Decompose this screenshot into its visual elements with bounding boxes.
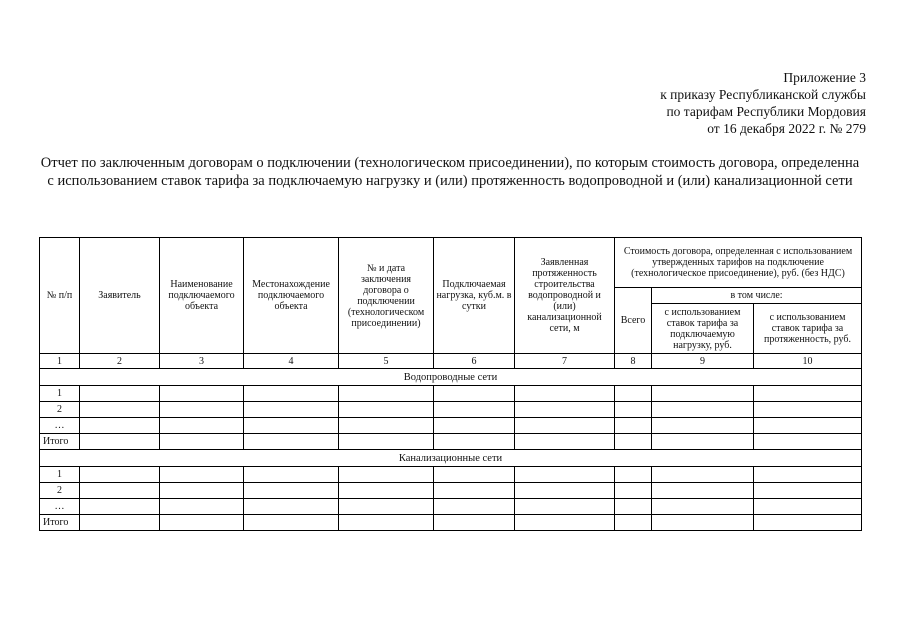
header-cost-group: Стоимость договора, определенная с использованием утвержденных тарифов на подключение (технологическое присоединение), руб. (без НДС) [615,238,862,288]
table-cell [615,386,652,402]
table-cell [80,515,160,531]
appendix-line: к приказу Республиканской службы [660,87,866,102]
table-cell [160,418,244,434]
section-title: Водопроводные сети [40,369,862,386]
table-cell [80,434,160,450]
table-cell [615,418,652,434]
table-cell [652,483,754,499]
row-label-total: Итого [40,434,80,450]
header-including: в том числе: [652,288,862,304]
table-cell [434,515,515,531]
table-cell [80,483,160,499]
table-cell [244,515,339,531]
row-label: 2 [40,483,80,499]
table-cell [754,467,862,483]
table-cell [515,402,615,418]
table-cell [339,483,434,499]
table-cell [652,402,754,418]
table-cell [515,483,615,499]
table-cell [339,386,434,402]
table-cell [339,418,434,434]
table-cell [652,434,754,450]
column-number: 5 [339,354,434,369]
appendix-line: от 16 декабря 2022 г. № 279 [707,121,866,136]
table-cell [615,402,652,418]
header-load: Подключаемая нагрузка, куб.м. в сутки [434,238,515,354]
table-row [40,467,862,483]
table-cell [244,434,339,450]
table-cell [754,386,862,402]
table-cell [754,402,862,418]
table-cell [80,467,160,483]
appendix-line: по тарифам Республики Мордовия [666,104,866,119]
header-applicant: Заявитель [80,238,160,354]
table-cell [244,418,339,434]
row-label: 1 [40,386,80,402]
table-cell [160,402,244,418]
table-cell [434,386,515,402]
table-cell [754,418,862,434]
row-label: … [40,499,80,515]
table-cell [160,434,244,450]
header-cost-length: с использованием ставок тарифа за протяженность, руб. [754,304,862,354]
table-cell [80,386,160,402]
header-object-location: Местонахождение подключаемого объекта [244,238,339,354]
table-cell [615,499,652,515]
table-cell [434,467,515,483]
table-row [40,418,862,434]
table-cell [515,386,615,402]
column-number: 10 [754,354,862,369]
table-cell [339,499,434,515]
table-cell [80,418,160,434]
table-cell [244,467,339,483]
column-number: 2 [80,354,160,369]
table-cell [80,402,160,418]
table-cell [515,467,615,483]
table-cell [160,499,244,515]
table-cell [652,386,754,402]
table-cell [160,483,244,499]
header-total: Всего [615,288,652,354]
table-cell [434,483,515,499]
column-number: 3 [160,354,244,369]
header-cost-load: с использованием ставок тарифа за подключаемую нагрузку, руб. [652,304,754,354]
table-cell [515,515,615,531]
row-label: 2 [40,402,80,418]
column-number: 1 [40,354,80,369]
table-cell [339,515,434,531]
table-cell [515,499,615,515]
table-cell [754,434,862,450]
table-cell [244,483,339,499]
table-row [40,483,862,499]
table-cell [244,499,339,515]
column-number: 7 [515,354,615,369]
table-row [40,515,862,531]
table-cell [80,499,160,515]
table-cell [339,467,434,483]
header-object-name: Наименование подключаемого объекта [160,238,244,354]
table-row [40,386,862,402]
header-length: Заявленная протяженность строительства водопроводной и (или) канализационной сети, м [515,238,615,354]
table-cell [244,402,339,418]
table-cell [754,499,862,515]
table-cell [515,434,615,450]
table-cell [339,434,434,450]
table-cell [160,515,244,531]
table-cell [339,402,434,418]
table-cell [615,483,652,499]
table-cell [652,499,754,515]
section-title: Канализационные сети [40,450,862,467]
table-cell [652,515,754,531]
column-number: 8 [615,354,652,369]
table-cell [160,467,244,483]
table-row [40,434,862,450]
header-number: № п/п [40,238,80,354]
table-cell [515,418,615,434]
table-cell [434,402,515,418]
row-label-total: Итого [40,515,80,531]
table-cell [615,434,652,450]
table-row [40,499,862,515]
table-cell [434,434,515,450]
header-contract: № и дата заключения договора о подключении (технологическом присоединении) [339,238,434,354]
column-number: 4 [244,354,339,369]
table-cell [434,418,515,434]
report-table [39,237,862,531]
appendix-header [660,69,866,137]
appendix-line: Приложение 3 [783,70,866,85]
table-cell [434,499,515,515]
table-cell [754,483,862,499]
column-number: 6 [434,354,515,369]
table-cell [652,418,754,434]
table-cell [615,515,652,531]
table-cell [160,386,244,402]
table-cell [244,386,339,402]
document-title: Отчет по заключенным договорам о подключении (технологическом присоединении), по которым стоимость договора, определенна с использованием ставок тарифа за подключаемую нагрузку и (или) протяженность водопроводной и (или) канализационной сети [40,155,860,189]
column-number: 9 [652,354,754,369]
table-cell [615,467,652,483]
table-row [40,402,862,418]
row-label: 1 [40,467,80,483]
row-label: … [40,418,80,434]
table-cell [754,515,862,531]
table-cell [652,467,754,483]
